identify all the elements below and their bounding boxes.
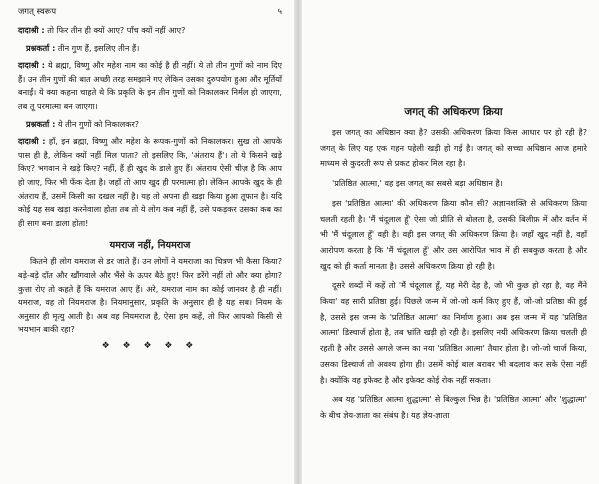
body-paragraph: इस 'प्रतिष्ठित आत्मा' की अधिकरण क्रिया कौन सी? अज्ञानशक्ति से अधिकरण क्रिया चलती रहती है। 'मैं चंदूलाल हूँ' ऐसा जो प्रीति से बोलता है, उसकी बिलीफ़ में और वर्तन में भी 'मैं चंदूलाल हूँ' वही है। वही इस जगत् की अधिकरण क्रिया है। जहाँ खुद नहीं है, वहाँ आरोपण करता है कि 'मैं चंदूलाल हूँ' और उस आरोपित भाव में ही सबकुछ करता है और खुद को ही कर्ता मानता है। उससे अधिकरण क्रिया हो रही है। <box>320 197 587 271</box>
qa-line <box>18 24 282 38</box>
qa-line <box>18 135 282 230</box>
chapter-title: जगत् की अधिकरण क्रिया <box>404 106 503 118</box>
body-paragraph: कितने ही लोग यमराज से डर जाते हैं। उन लोगों ने यमराजा का चित्रण भी कैसा किया? बड़े-बड़े दाँत और खौंगवाले और भैंसे के ऊपर बैठे हुए! फिर डरेंगे नहीं तो और क्या होगा? कुत्ता रोए तो कहते हैं कि यमराज आए हैं। अरे, यमराज नाम का कोई जानवर है ही नहीं। यमराज, वह तो नियमराज है। नियमानुसार, प्रकृति के अनुसार ही है यह सब। नियम के अनुसार ही मृत्यु आती है। अब वह नियमराज है, ऐसा हम कहें, तो फिर आपको किसी से भयभान बाकी रहा? <box>18 256 282 335</box>
ornament-divider: ❖ ❖ ❖ ❖ ❖ <box>101 340 199 351</box>
page-number: ५ <box>277 7 282 17</box>
speaker-label: प्रश्नकर्ता : <box>26 118 56 129</box>
body-paragraph: 'प्रतिष्ठित आत्मा,' वह इस जगत् का सबसे बड़ा अधिष्ठान है। <box>332 178 503 189</box>
body-paragraph: इस जगत् का अधिष्ठान क्या है? उसकी अधिकरण क्रिया किस आधार पर हो रही है? जगत् के लिए यह एक गहन पहेली खड़ी हो गई है। जगत् को सच्चा अधिष्ठान आज हमारे माध्यम से कुदरती रूप से प्रकट होकर मिल रहा है। <box>320 127 587 169</box>
speaker-label: दादाश्री : <box>18 60 46 71</box>
section-title: यमराज नहीं, नियमराज <box>109 240 191 252</box>
qa-text: ये ब्रह्मा, विष्णु और महेश नाम का कोई है ही नहीं। ये तो तीन गुणों को नाम दिए हैं। उन तीन गुणों की बात अच्छी तरह समझाने गए लेकिन उसका दुरुपयोग हुआ और मूर्तियाँ बनाईं। ये क्या कहना चाहते थे कि प्रकृति के इन तीन गुणों को निकालकर निर्मल हो जाएगा, तब तू परमात्मा बन जाएगा। <box>18 60 282 111</box>
qa-line <box>18 42 282 56</box>
qa-text: ये तीन गुणों को निकालकर? <box>55 118 140 129</box>
running-head <box>18 6 282 18</box>
speaker-label: दादाश्री : <box>18 25 45 35</box>
speaker-label: दादाश्री : <box>18 136 46 147</box>
speaker-label: प्रश्नकर्ता : <box>26 42 56 53</box>
qa-line <box>18 59 282 113</box>
qa-text: तीन गुण हैं, इसलिए तीन हैं। <box>55 42 140 53</box>
running-head-title: जगत् स्वरूप <box>18 7 57 17</box>
right-page <box>300 0 599 484</box>
body-paragraph: दूसरे शब्दों में कहें तो 'मैं चंदूलाल हूँ, यह मेरी देह है, जो भी कुछ हो रहा है, वह मैंने किया' वह सारी प्रतिष्ठा हुई। पिछले जन्म में जो-जो कर्म किए हुए हैं, जो-जो प्रतिष्ठा की हुई है, उससे इस जन्म के 'प्रतिष्ठित आत्मा' का निर्माण हुआ। अब इस जन्म में यह 'प्रतिष्ठित आत्मा' डिस्चार्ज होता है, तब भ्रांति खड़ी हो रही है। इसलिए नयी अधिकरण क्रिया चलती ही रहती है और उससे अगले जन्म का नया 'प्रतिष्ठित आत्मा' तैयार होता है। जो-जो चार्ज किया, उसका डिस्चार्ज तो अवश्य होगा ही। उसमें कोई बाल बराबर भी बदलाव कर सके ऐसा नहीं है। क्योंकि वह इफेक्ट है और इफेक्ट कोई रोक नहीं सकता। <box>320 280 587 385</box>
qa-line <box>18 118 282 132</box>
body-paragraph: अब यह 'प्रतिष्ठित आत्मा शुद्धात्मा' से बिल्कुल भिन्न है। 'प्रतिष्ठित आत्मा' और 'शुद्धात्मा' के बीच ज्ञेय-ज्ञाता का संबंध है। यह ज्ञेय-ज्ञाता <box>320 394 587 420</box>
left-page <box>0 0 296 484</box>
qa-text: हाँ, इन ब्रह्मा, विष्णु और महेश के रूपक-गुणों को निकालकर। सुख तो आपके पास ही है, लेकिन क्यों नहीं मिल पाता? तो इसलिए कि, 'अंतराय हैं'। तो ये किसने खड़े किए? भगवान ने खड़े किए? नहीं, हैं ही खुद के डाले हुए हैं। अंतराय ऐसी चीज़ है कि आप हो जाए, फिर भी फँक देता है। जहाँ तो आप खुद ही परमात्मा हो। लेकिन आपके खुद के ही अंतराय हैं, उसमें किसी का दखल नहीं है। यह तो अपना ही खड़ा किया हुआ तूफान है। यदि कोई यह सब खड़ा करनेवाला होता तब तो ये लोग कब नहीं हैं, उसे पकड़कर उसका कब का ही साग बना डाला होता! <box>18 136 283 228</box>
qa-text: तो फिर तीन ही क्यों आए? पाँच क्यों नहीं आए? <box>44 25 186 35</box>
